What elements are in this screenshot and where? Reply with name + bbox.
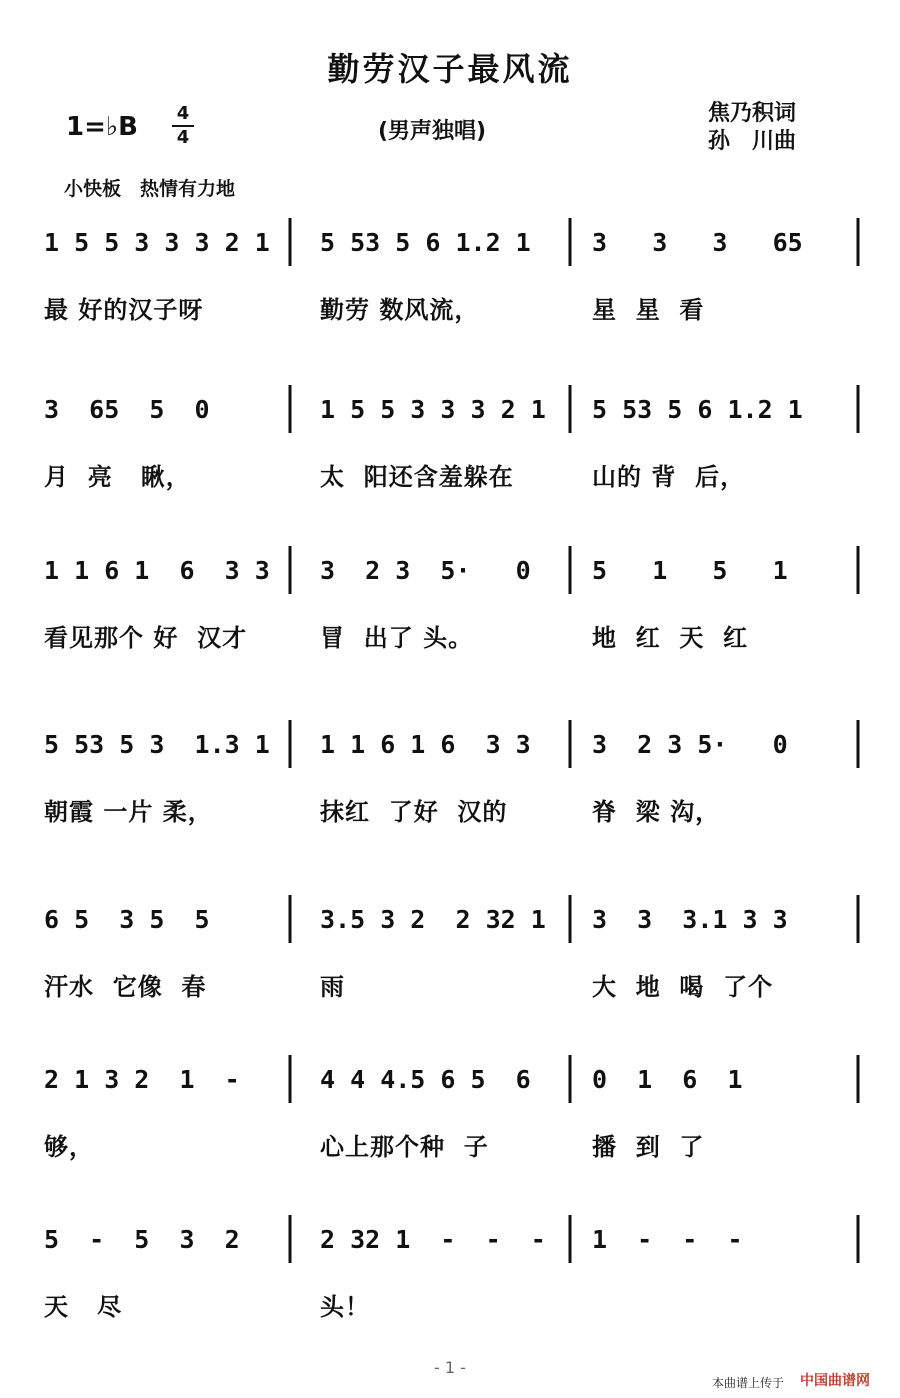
measure-notes: 0 1 6 1	[592, 1065, 743, 1094]
measure-notes: 1 5 5 3 3 3 2 1	[320, 395, 546, 424]
measure-notes: 3.5 3 2 2 32 1	[320, 905, 546, 934]
page-number: - 1 -	[434, 1358, 466, 1377]
measure-notes: 3 3 3 65	[592, 228, 803, 257]
measure-notes: 3 2 3 5· 0	[592, 730, 788, 759]
measure-notes: 1 1 6 1 6 3 3	[320, 730, 531, 759]
lyric-line: 雨	[320, 973, 345, 1001]
measure-notes: 6 5 3 5 5	[44, 905, 210, 934]
tempo-marking: 小快板 热情有力地	[64, 178, 236, 200]
measure-notes: 4 4 4.5 6 5 6	[320, 1065, 531, 1094]
lyric-line: 心上那个种 子	[320, 1133, 489, 1161]
measure-notes: 3 65 5 0	[44, 395, 210, 424]
lyric-line: 月 亮 瞅，	[44, 463, 191, 491]
measure-notes: 2 1 3 2 1 -	[44, 1065, 240, 1094]
song-title: 勤劳汉子最风流	[327, 50, 573, 88]
lyric-line: 大 地 喝 了个	[592, 973, 774, 1001]
measure-notes: 5 - 5 3 2	[44, 1225, 240, 1254]
lyric-line: 够，	[44, 1133, 94, 1161]
source-note: 本曲谱上传于	[712, 1376, 785, 1390]
lyric-line: 山的 背 后，	[592, 463, 746, 491]
lyric-line: 地 红 天 红	[592, 624, 749, 652]
lyric-line: 勤劳 数风流，	[320, 296, 480, 324]
lyric-line: 抹红 了好 汉的	[320, 798, 508, 826]
lyric-line: 播 到 了	[592, 1133, 705, 1161]
performance-note: (男声独唱)	[378, 119, 487, 144]
composer: 孙 川曲	[708, 129, 797, 154]
key-signature: 1=♭B	[66, 112, 138, 142]
measure-notes: 2 32 1 - - -	[320, 1225, 546, 1254]
lyric-line: 最 好的汉子呀	[44, 296, 204, 324]
measure-notes: 1 - - -	[592, 1225, 743, 1254]
lyric-line: 朝霞 一片 柔，	[44, 798, 213, 826]
lyric-line: 汗水 它像 春	[44, 973, 207, 1001]
lyricist: 焦乃积词	[708, 101, 797, 126]
measure-notes: 1 1 6 1 6 3 3	[44, 556, 270, 585]
measure-notes: 3 3 3.1 3 3	[592, 905, 788, 934]
lyric-line: 看见那个 好 汉才	[44, 624, 248, 652]
measure-notes: 1 5 5 3 3 3 2 1	[44, 228, 270, 257]
measure-notes: 5 1 5 1	[592, 556, 788, 585]
lyric-line: 冒 出了 头。	[320, 624, 474, 652]
lyric-line: 脊 梁 沟，	[592, 798, 721, 826]
lyric-line: 天 尽	[44, 1293, 123, 1321]
time-sig-top: 4	[176, 103, 190, 124]
lyric-line: 星 星 看	[592, 296, 705, 324]
measure-notes: 5 53 5 6 1.2 1	[320, 228, 531, 257]
measure-notes: 5 53 5 6 1.2 1	[592, 395, 803, 424]
site-logo: 中国曲谱网	[800, 1373, 870, 1389]
measure-notes: 3 2 3 5· 0	[320, 556, 531, 585]
lyric-line: 太 阳还含羞躲在	[320, 463, 514, 491]
measure-notes: 5 53 5 3 1.3 1	[44, 730, 270, 759]
lyric-line: 头！	[320, 1293, 370, 1321]
time-sig-bottom: 4	[176, 127, 190, 148]
